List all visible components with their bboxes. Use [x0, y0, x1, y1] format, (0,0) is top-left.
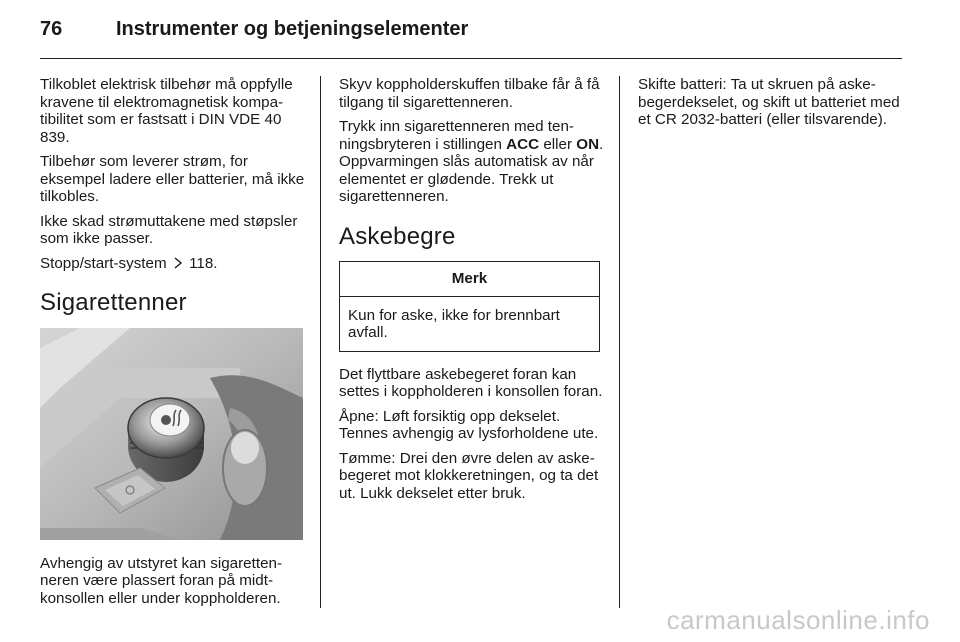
column-divider: [320, 76, 321, 608]
column-1: [40, 76, 308, 614]
page-header: [40, 18, 468, 41]
column-3: [638, 76, 908, 136]
on-label: ON: [576, 135, 600, 153]
column-divider: [619, 76, 620, 608]
note-box: [339, 261, 600, 352]
photo-caption: Avhengig av utstyret kan sigarettenneren være plassert foran på midtkonsollen eller under koppholderen.: [40, 554, 283, 607]
header-rule: [40, 58, 902, 59]
acc-label: ACC: [506, 135, 540, 153]
note-title: Merk: [340, 262, 599, 297]
paragraph: Ikke skad strømuttakene med støpsler som ikke passer.: [40, 212, 298, 247]
section-heading: Askebegre: [339, 222, 456, 250]
ref-arrow-icon: [173, 257, 183, 269]
cigarette-lighter-photo: [40, 328, 303, 540]
paragraph: Skyv koppholderskuffen tilbake får å få tilgang til sigarettenneren.: [339, 76, 600, 111]
paragraph: Tømme: Drei den øvre delen av askebegeret mot klokkeretningen, og ta det ut. Lukk dekselet etter bruk.: [339, 449, 599, 502]
column-2: [339, 76, 607, 509]
watermark: carmanualsonline.info: [666, 605, 930, 635]
note-body: Kun for aske, ikke for brennbart avfall.: [348, 306, 560, 341]
paragraph: Skifte batteri: Ta ut skruen på askebegerdekselet, og skift ut batteriet med et CR 2032-batteri (eller tilsvarende).: [638, 76, 900, 128]
paragraph: Trykk inn sigarettenneren med tenningsbryteren i stillingen ACC eller ON. Oppvarmingen slås automatisk av når elementet er glødende. Trekk ut sigarettenneren.: [339, 118, 604, 205]
cross-reference[interactable]: Stopp/start-system 118.: [40, 254, 218, 272]
page-title: Instrumenter og betjeningselementer: [116, 18, 469, 40]
paragraph: Tilkoblet elektrisk tilbehør må oppfylle kravene til elektromagnetisk kompatibilitet som er fastsatt i DIN VDE 40 839.: [40, 76, 293, 146]
paragraph: Tilbehør som leverer strøm, for eksempel ladere eller batterier, må ikke tilkobles.: [40, 153, 305, 205]
paragraph: Åpne: Løft forsiktig opp dekselet. Tennes avhengig av lysforholdene ute.: [339, 407, 599, 442]
page-number: 76: [40, 18, 63, 40]
section-heading: Sigarettenner: [40, 289, 187, 316]
paragraph: Det flyttbare askebegeret foran kan settes i koppholderen i konsollen foran.: [339, 365, 603, 400]
